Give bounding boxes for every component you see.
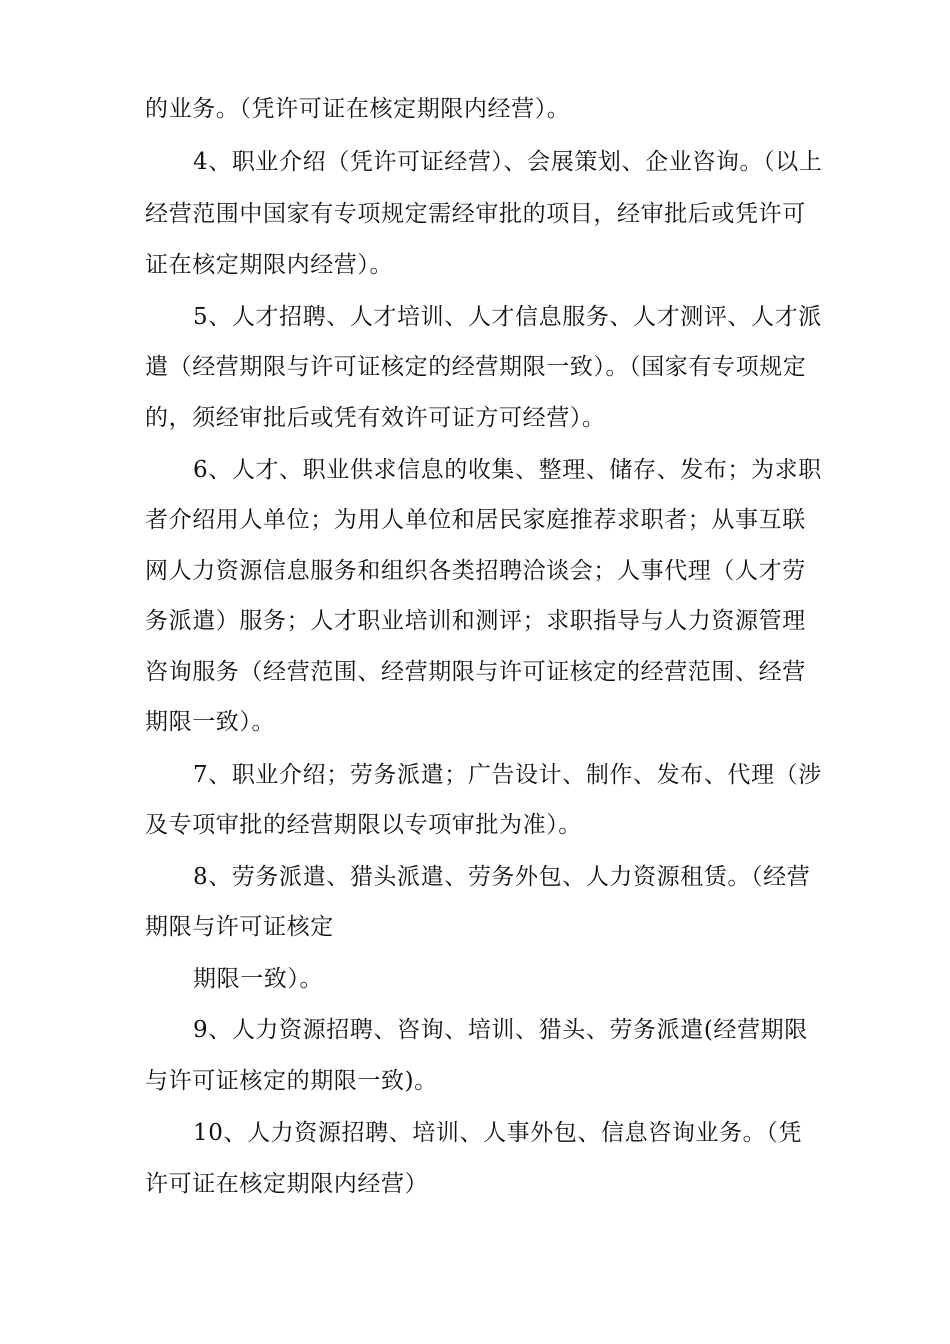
paragraph-6-line-1: 6、人才、职业供求信息的收集、整理、储存、发布；为求职	[193, 457, 822, 483]
paragraph-6-line-5: 咨询服务（经营范围、经营期限与许可证核定的经营范围、经营	[145, 659, 806, 685]
paragraph-5-line-1: 5、人才招聘、人才培训、人才信息服务、人才测评、人才派	[193, 304, 822, 330]
paragraph-7-line-2: 及专项审批的经营期限以专项审批为准）。	[145, 812, 582, 838]
paragraph-6-line-2: 者介绍用人单位；为用人单位和居民家庭推荐求职者；从事互联	[145, 507, 806, 533]
paragraph-6-line-6: 期限一致）。	[145, 709, 276, 735]
paragraph-4-line-1: 4、职业介绍（凭许可证经营）、会展策划、企业咨询。（以上	[193, 149, 823, 175]
paragraph-3-tail-line-1: 的业务。（凭许可证在核定期限内经营）。	[145, 96, 571, 122]
paragraph-6-line-4: 务派遣）服务；人才职业培训和测评；求职指导与人力资源管理	[145, 608, 806, 634]
paragraph-8-line-1: 8、劳务派遣、猎头派遣、劳务外包、人力资源租赁。（经营	[193, 864, 811, 890]
paragraph-8-continuation-line-1: 期限一致）。	[193, 966, 324, 992]
paragraph-10-line-1: 10、人力资源招聘、培训、人事外包、信息咨询业务。（凭	[193, 1120, 802, 1146]
paragraph-4-line-2: 经营范围中国家有专项规定需经审批的项目，经审批后或凭许可	[145, 201, 806, 227]
paragraph-10-line-2: 许可证在核定期限内经营）	[145, 1171, 429, 1197]
paragraph-8-line-2: 期限与许可证核定	[145, 914, 334, 940]
paragraph-9-line-1: 9、人力资源招聘、咨询、培训、猎头、劳务派遣(经营期限	[193, 1017, 808, 1043]
paragraph-7-line-1: 7、职业介绍；劳务派遣；广告设计、制作、发布、代理（涉	[193, 762, 822, 788]
paragraph-5-line-2: 遣（经营期限与许可证核定的经营期限一致）。（国家有专项规定	[145, 354, 807, 380]
paragraph-5-line-3: 的，须经审批后或凭有效许可证方可经营）。	[145, 405, 606, 431]
paragraph-4-line-3: 证在核定期限内经营）。	[145, 252, 394, 278]
paragraph-6-line-3: 网人力资源信息服务和组织各类招聘洽谈会；人事代理（人才劳	[145, 558, 806, 584]
paragraph-9-line-2: 与许可证核定的期限一致)。	[145, 1068, 438, 1094]
